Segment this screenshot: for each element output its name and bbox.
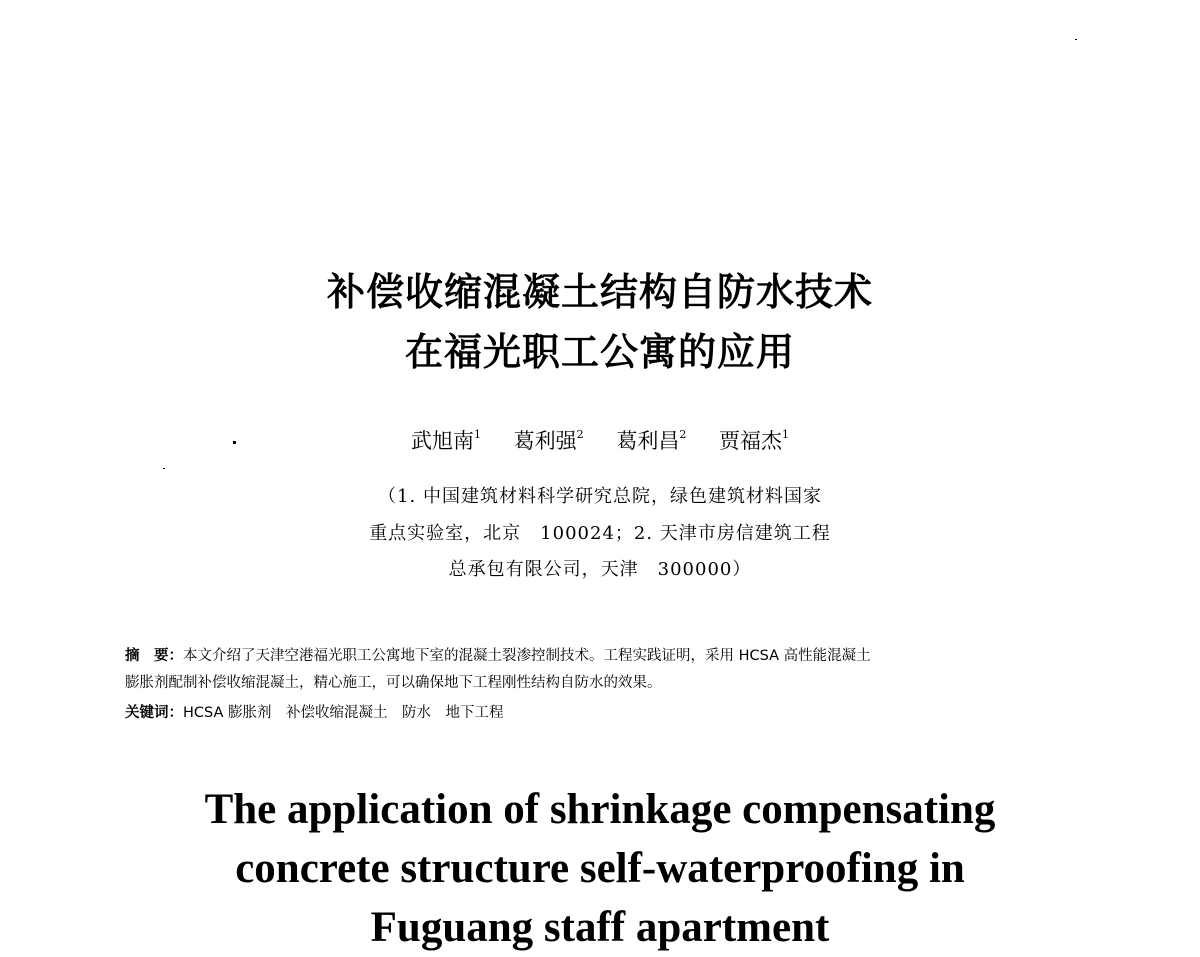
scan-speck [1075,39,1077,40]
abstract-paragraph [125,643,1095,669]
keywords [125,700,1095,726]
title-cn-line1: 补偿收缩混凝土结构自防水技术 [326,269,873,314]
author: 葛利强$^2$ [513,428,584,453]
abstract-text-line1: 本文介绍了天津空港福光职工公寓地下室的混凝土裂渗控制技术。工程实践证明，采用 HCSA 高性能混凝土 [183,648,871,664]
affiliation-line3: 总承包有限公司，天津 300000） [448,559,752,580]
abstract-label: 摘 要： [125,648,183,664]
scan-speck [233,441,236,444]
scan-speck [163,468,165,469]
author: 贾福杰$^1$ [719,428,790,453]
title-en-line1: The application of shrinkage compensating [204,786,996,833]
title-en-line3: Fuguang staff apartment [370,904,830,951]
affiliation-line2: 重点实验室，北京 100024；2. 天津市房信建筑工程 [369,523,831,544]
author-list [0,422,1200,456]
abstract-text-line2: 膨胀剂配制补偿收缩混凝土，精心施工，可以确保地下工程刚性结构自防水的效果。 [125,675,662,691]
author: 武旭南$^1$ [410,428,481,453]
keywords-label: 关键词： [125,705,183,721]
keywords-text: HCSA 膨胀剂 补偿收缩混凝土 防水 地下工程 [183,705,504,721]
title-en-line2: concrete structure self-waterproofing in [235,845,965,892]
affiliation-line1: （1. 中国建筑材料科学研究总院，绿色建筑材料国家 [378,486,822,507]
title-cn-line2: 在福光职工公寓的应用 [404,329,795,374]
author: 葛利昌$^2$ [616,428,687,453]
